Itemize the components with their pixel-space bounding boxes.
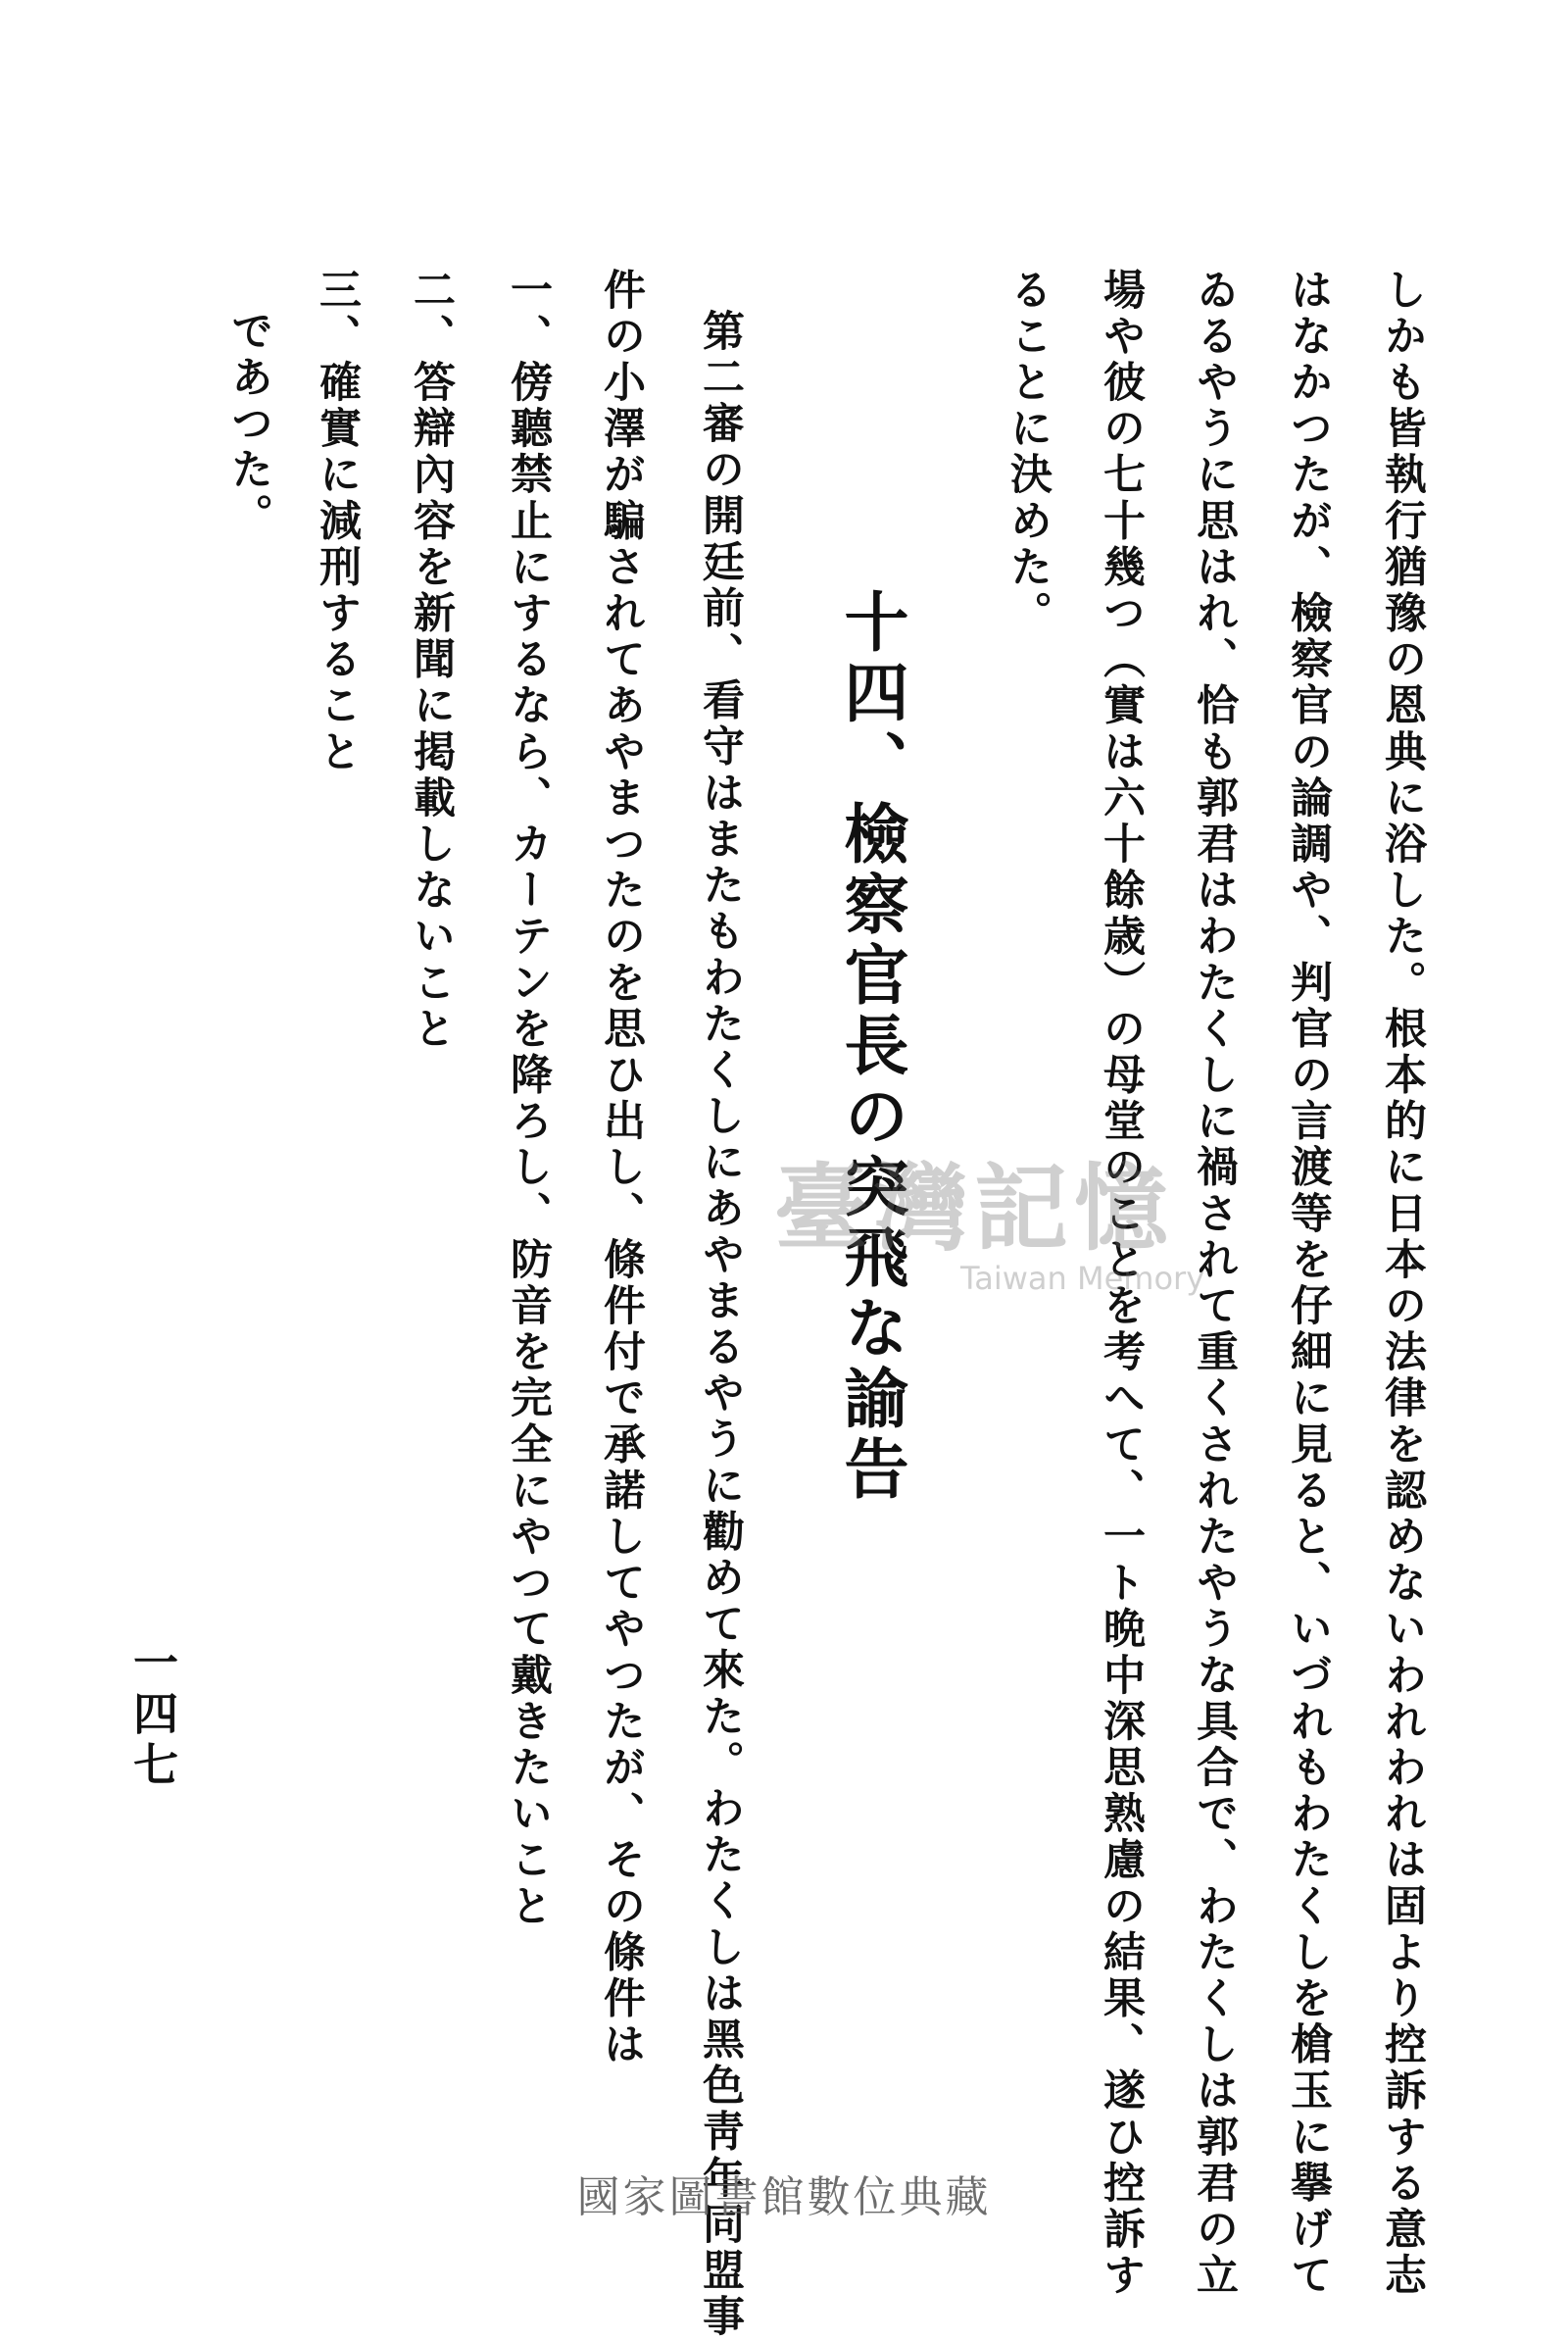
- list-item-3: 三、確實に減刑すること: [313, 268, 362, 776]
- watermark-logo: [774, 1153, 1284, 1309]
- page-number: 一四七: [126, 1639, 179, 1792]
- section-heading: 十四、檢察官長の突飛な諭告: [833, 588, 909, 1506]
- text-column-7: 件の小澤が騙されてあやまつたのを思ひ出し、條件付で承諾してやつたが、その條件は: [597, 268, 646, 2068]
- text-column-5: ることに決めた。: [1004, 268, 1053, 637]
- watermark-chars: 臺灣記憶: [774, 1153, 1174, 1264]
- text-column-3: ゐるやうに思はれ、恰も郭君はわたくしに禍されて重くされたやうな具合で、わたくしは郭君の立: [1190, 268, 1239, 2300]
- footer-credit: 國家圖書館數位典藏: [576, 2172, 992, 2222]
- text-column-closing: であつた。: [224, 309, 273, 540]
- text-column-6: 第二審の開廷前、看守はまたもわたくしにあやまるやうに勸めて來た。わたくしは黑色靑年同盟事: [696, 309, 745, 2340]
- watermark-subtitle: Taiwan Memory: [960, 1260, 1205, 1297]
- text-column-1: しかも皆執行猶豫の恩典に浴した。根本的に日本の法律を認めないわれわれは固より控訴する意志: [1378, 268, 1427, 2300]
- list-item-1: 一、傍聽禁止にするなら、カーテンを降ろし、防音を完全にやつて戴きたいこと: [504, 268, 553, 1930]
- list-item-2: 二、答辯內容を新聞に掲載しないこと: [407, 268, 456, 1053]
- text-column-4: 場や彼の七十幾つ（實は六十餘歳）の母堂のことを考へて、一ト晩中深思熟慮の結果、遂ひ控訴す: [1097, 268, 1146, 2300]
- text-column-2: はなかつたが、檢察官の論調や、判官の言渡等を仔細に見ると、いづれもわたくしを槍玉に擧げて: [1284, 268, 1333, 2300]
